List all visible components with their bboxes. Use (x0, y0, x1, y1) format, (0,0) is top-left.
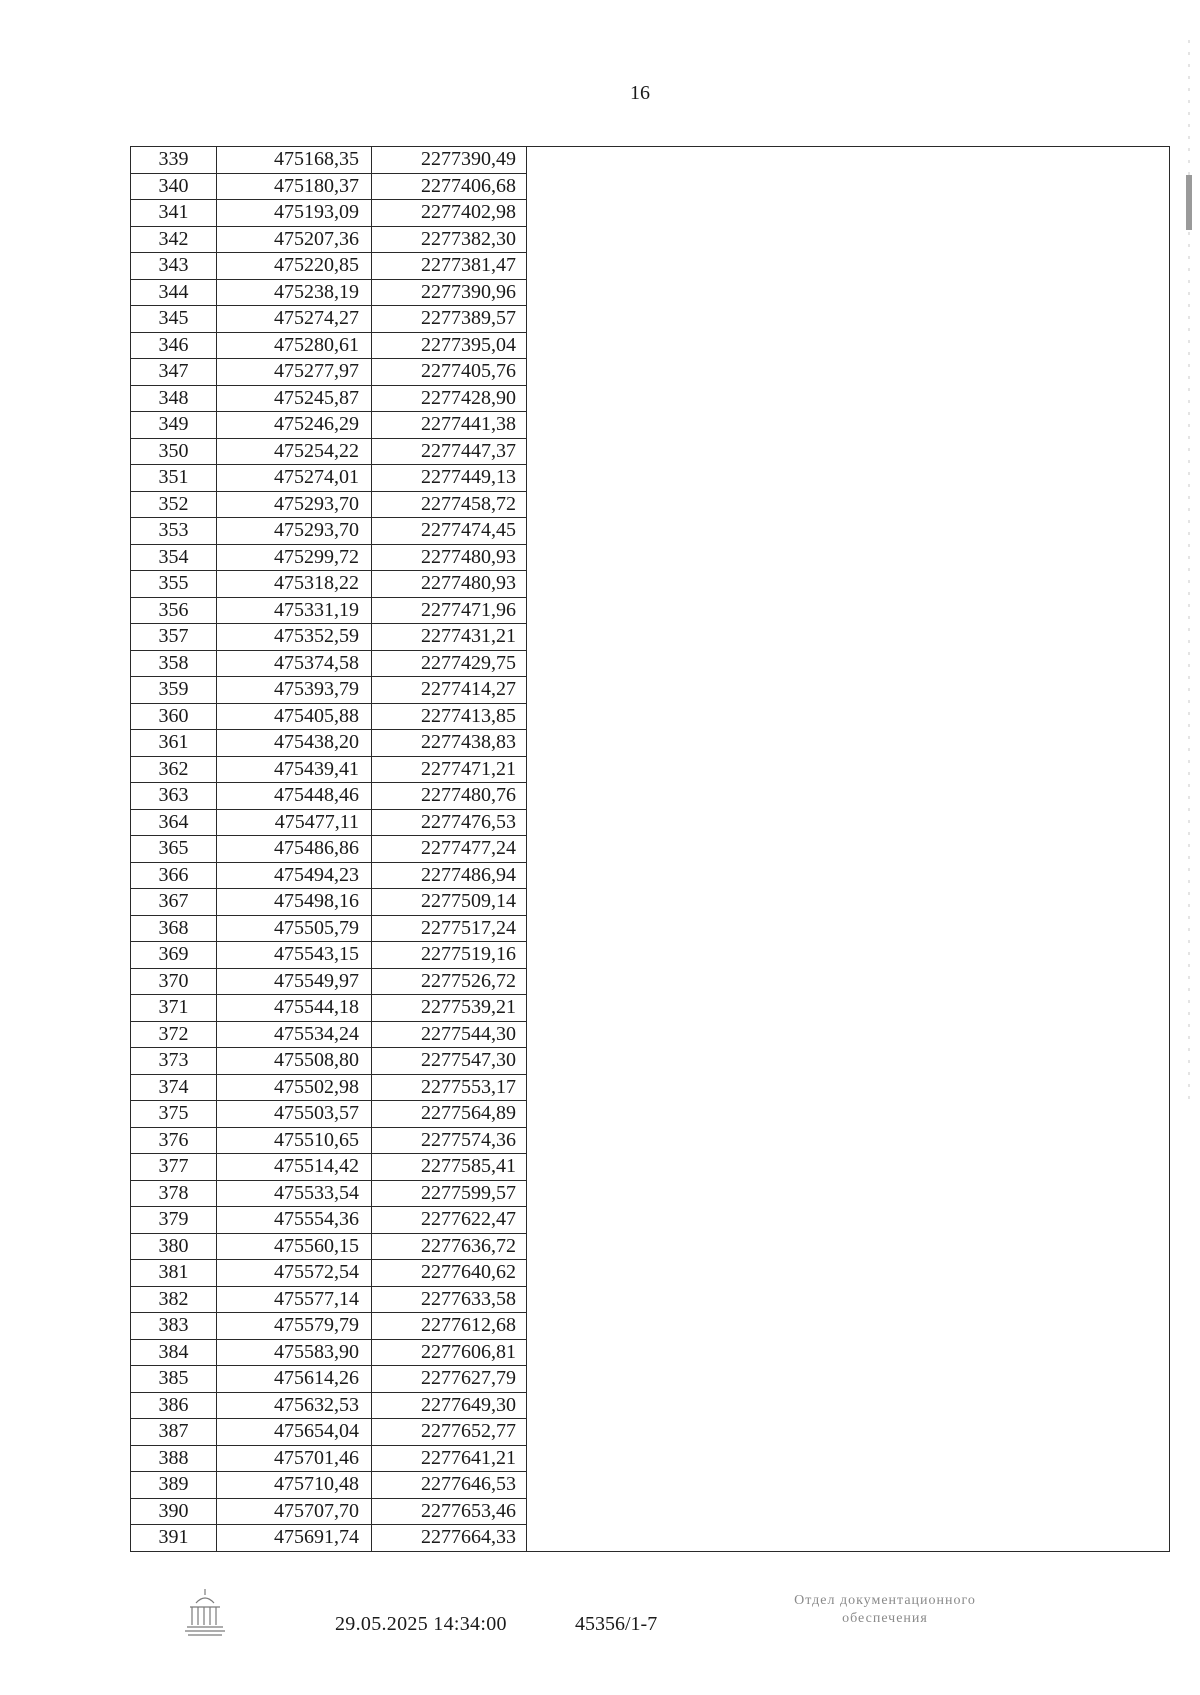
y-coordinate-cell: 2277382,30 (372, 226, 527, 253)
x-coordinate-cell: 475277,97 (217, 359, 372, 386)
y-coordinate-cell: 2277612,68 (372, 1313, 527, 1340)
footer-department-stamp (745, 1592, 1025, 1628)
y-coordinate-cell: 2277544,30 (372, 1021, 527, 1048)
y-coordinate-cell: 2277402,98 (372, 200, 527, 227)
point-number-cell: 367 (131, 889, 217, 916)
point-number-cell: 341 (131, 200, 217, 227)
point-number-cell: 359 (131, 677, 217, 704)
x-coordinate-cell: 475438,20 (217, 730, 372, 757)
table-row (131, 1021, 528, 1048)
point-number-cell: 368 (131, 915, 217, 942)
x-coordinate-cell: 475534,24 (217, 1021, 372, 1048)
point-number-cell: 363 (131, 783, 217, 810)
x-coordinate-cell: 475707,70 (217, 1498, 372, 1525)
y-coordinate-cell: 2277517,24 (372, 915, 527, 942)
y-coordinate-cell: 2277476,53 (372, 809, 527, 836)
y-coordinate-cell: 2277477,24 (372, 836, 527, 863)
y-coordinate-cell: 2277390,49 (372, 147, 527, 174)
scan-edge-marks (1186, 0, 1192, 1695)
y-coordinate-cell: 2277395,04 (372, 332, 527, 359)
y-coordinate-cell: 2277447,37 (372, 438, 527, 465)
y-coordinate-cell: 2277547,30 (372, 1048, 527, 1075)
y-coordinate-cell: 2277599,57 (372, 1180, 527, 1207)
x-coordinate-cell: 475549,97 (217, 968, 372, 995)
point-number-cell: 375 (131, 1101, 217, 1128)
table-row (131, 359, 528, 386)
x-coordinate-cell: 475331,19 (217, 597, 372, 624)
point-number-cell: 340 (131, 173, 217, 200)
stamp-line-1: Отдел документационного (794, 1593, 976, 1608)
point-number-cell: 362 (131, 756, 217, 783)
table-row (131, 1498, 528, 1525)
point-number-cell: 391 (131, 1525, 217, 1552)
point-number-cell: 344 (131, 279, 217, 306)
y-coordinate-cell: 2277649,30 (372, 1392, 527, 1419)
point-number-cell: 345 (131, 306, 217, 333)
y-coordinate-cell: 2277564,89 (372, 1101, 527, 1128)
table-row (131, 597, 528, 624)
page-number: 16 (630, 82, 650, 104)
table-row (131, 518, 528, 545)
x-coordinate-cell: 475274,27 (217, 306, 372, 333)
y-coordinate-cell: 2277509,14 (372, 889, 527, 916)
table-row (131, 1074, 528, 1101)
y-coordinate-cell: 2277431,21 (372, 624, 527, 651)
point-number-cell: 389 (131, 1472, 217, 1499)
table-row (131, 1286, 528, 1313)
point-number-cell: 361 (131, 730, 217, 757)
table-row (131, 1445, 528, 1472)
table-row (131, 279, 528, 306)
point-number-cell: 383 (131, 1313, 217, 1340)
x-coordinate-cell: 475246,29 (217, 412, 372, 439)
x-coordinate-cell: 475168,35 (217, 147, 372, 174)
table-row (131, 465, 528, 492)
x-coordinate-cell: 475238,19 (217, 279, 372, 306)
x-coordinate-cell: 475579,79 (217, 1313, 372, 1340)
x-coordinate-cell: 475220,85 (217, 253, 372, 280)
table-row (131, 1207, 528, 1234)
x-coordinate-cell: 475577,14 (217, 1286, 372, 1313)
stamp-line-2: обеспечения (842, 1611, 928, 1626)
table-row (131, 173, 528, 200)
table-row (131, 1366, 528, 1393)
point-number-cell: 379 (131, 1207, 217, 1234)
x-coordinate-cell: 475180,37 (217, 173, 372, 200)
x-coordinate-cell: 475393,79 (217, 677, 372, 704)
x-coordinate-cell: 475632,53 (217, 1392, 372, 1419)
point-number-cell: 387 (131, 1419, 217, 1446)
x-coordinate-cell: 475374,58 (217, 650, 372, 677)
x-coordinate-cell: 475543,15 (217, 942, 372, 969)
table-row (131, 253, 528, 280)
table-row (131, 1127, 528, 1154)
point-number-cell: 366 (131, 862, 217, 889)
x-coordinate-cell: 475505,79 (217, 915, 372, 942)
table-row (131, 836, 528, 863)
table-row (131, 730, 528, 757)
x-coordinate-cell: 475502,98 (217, 1074, 372, 1101)
y-coordinate-cell: 2277664,33 (372, 1525, 527, 1552)
y-coordinate-cell: 2277449,13 (372, 465, 527, 492)
table-row (131, 650, 528, 677)
y-coordinate-cell: 2277390,96 (372, 279, 527, 306)
point-number-cell: 365 (131, 836, 217, 863)
y-coordinate-cell: 2277553,17 (372, 1074, 527, 1101)
point-number-cell: 339 (131, 147, 217, 174)
x-coordinate-cell: 475245,87 (217, 385, 372, 412)
y-coordinate-cell: 2277474,45 (372, 518, 527, 545)
y-coordinate-cell: 2277526,72 (372, 968, 527, 995)
table-row (131, 147, 528, 174)
point-number-cell: 369 (131, 942, 217, 969)
x-coordinate-cell: 475614,26 (217, 1366, 372, 1393)
x-coordinate-cell: 475405,88 (217, 703, 372, 730)
point-number-cell: 348 (131, 385, 217, 412)
y-coordinate-cell: 2277486,94 (372, 862, 527, 889)
table-row (131, 942, 528, 969)
table-row (131, 544, 528, 571)
table-row (131, 226, 528, 253)
table-row (131, 915, 528, 942)
table-row (131, 1260, 528, 1287)
point-number-cell: 380 (131, 1233, 217, 1260)
x-coordinate-cell: 475293,70 (217, 518, 372, 545)
point-number-cell: 350 (131, 438, 217, 465)
point-number-cell: 373 (131, 1048, 217, 1075)
x-coordinate-cell: 475477,11 (217, 809, 372, 836)
y-coordinate-cell: 2277406,68 (372, 173, 527, 200)
y-coordinate-cell: 2277428,90 (372, 385, 527, 412)
footer-document-code: 45356/1-7 (575, 1613, 658, 1635)
table-row (131, 889, 528, 916)
y-coordinate-cell: 2277627,79 (372, 1366, 527, 1393)
point-number-cell: 372 (131, 1021, 217, 1048)
table-row (131, 783, 528, 810)
y-coordinate-cell: 2277458,72 (372, 491, 527, 518)
y-coordinate-cell: 2277413,85 (372, 703, 527, 730)
y-coordinate-cell: 2277480,93 (372, 544, 527, 571)
point-number-cell: 364 (131, 809, 217, 836)
x-coordinate-cell: 475544,18 (217, 995, 372, 1022)
table-row (131, 1419, 528, 1446)
table-row (131, 385, 528, 412)
point-number-cell: 347 (131, 359, 217, 386)
point-number-cell: 371 (131, 995, 217, 1022)
point-number-cell: 370 (131, 968, 217, 995)
x-coordinate-cell: 475533,54 (217, 1180, 372, 1207)
table-row (131, 703, 528, 730)
point-number-cell: 376 (131, 1127, 217, 1154)
table-row (131, 968, 528, 995)
point-number-cell: 386 (131, 1392, 217, 1419)
y-coordinate-cell: 2277480,93 (372, 571, 527, 598)
y-coordinate-cell: 2277429,75 (372, 650, 527, 677)
x-coordinate-cell: 475554,36 (217, 1207, 372, 1234)
y-coordinate-cell: 2277636,72 (372, 1233, 527, 1260)
y-coordinate-cell: 2277622,47 (372, 1207, 527, 1234)
x-coordinate-cell: 475274,01 (217, 465, 372, 492)
y-coordinate-cell: 2277640,62 (372, 1260, 527, 1287)
point-number-cell: 353 (131, 518, 217, 545)
x-coordinate-cell: 475514,42 (217, 1154, 372, 1181)
table-row (131, 1313, 528, 1340)
x-coordinate-cell: 475691,74 (217, 1525, 372, 1552)
table-row (131, 1339, 528, 1366)
point-number-cell: 384 (131, 1339, 217, 1366)
x-coordinate-cell: 475508,80 (217, 1048, 372, 1075)
point-number-cell: 378 (131, 1180, 217, 1207)
y-coordinate-cell: 2277574,36 (372, 1127, 527, 1154)
table-row (131, 1101, 528, 1128)
table-row (131, 809, 528, 836)
x-coordinate-cell: 475352,59 (217, 624, 372, 651)
table-row (131, 1180, 528, 1207)
table-row (131, 438, 528, 465)
point-number-cell: 374 (131, 1074, 217, 1101)
table-row (131, 995, 528, 1022)
point-number-cell: 390 (131, 1498, 217, 1525)
coordinates-table-body (131, 147, 528, 1552)
table-row (131, 412, 528, 439)
x-coordinate-cell: 475572,54 (217, 1260, 372, 1287)
table-row (131, 677, 528, 704)
table-row (131, 332, 528, 359)
x-coordinate-cell: 475710,48 (217, 1472, 372, 1499)
point-number-cell: 351 (131, 465, 217, 492)
y-coordinate-cell: 2277539,21 (372, 995, 527, 1022)
point-number-cell: 381 (131, 1260, 217, 1287)
x-coordinate-cell: 475503,57 (217, 1101, 372, 1128)
x-coordinate-cell: 475498,16 (217, 889, 372, 916)
table-row (131, 862, 528, 889)
table-row (131, 624, 528, 651)
point-number-cell: 388 (131, 1445, 217, 1472)
x-coordinate-cell: 475494,23 (217, 862, 372, 889)
table-row (131, 200, 528, 227)
point-number-cell: 349 (131, 412, 217, 439)
x-coordinate-cell: 475293,70 (217, 491, 372, 518)
x-coordinate-cell: 475254,22 (217, 438, 372, 465)
y-coordinate-cell: 2277381,47 (372, 253, 527, 280)
x-coordinate-cell: 475654,04 (217, 1419, 372, 1446)
x-coordinate-cell: 475448,46 (217, 783, 372, 810)
y-coordinate-cell: 2277405,76 (372, 359, 527, 386)
y-coordinate-cell: 2277438,83 (372, 730, 527, 757)
point-number-cell: 357 (131, 624, 217, 651)
y-coordinate-cell: 2277471,96 (372, 597, 527, 624)
y-coordinate-cell: 2277633,58 (372, 1286, 527, 1313)
table-row (131, 571, 528, 598)
y-coordinate-cell: 2277585,41 (372, 1154, 527, 1181)
x-coordinate-cell: 475486,86 (217, 836, 372, 863)
point-number-cell: 358 (131, 650, 217, 677)
x-coordinate-cell: 475280,61 (217, 332, 372, 359)
y-coordinate-cell: 2277414,27 (372, 677, 527, 704)
x-coordinate-cell: 475299,72 (217, 544, 372, 571)
x-coordinate-cell: 475207,36 (217, 226, 372, 253)
building-emblem-icon (182, 1585, 228, 1641)
point-number-cell: 385 (131, 1366, 217, 1393)
x-coordinate-cell: 475701,46 (217, 1445, 372, 1472)
y-coordinate-cell: 2277653,46 (372, 1498, 527, 1525)
point-number-cell: 382 (131, 1286, 217, 1313)
table-row (131, 491, 528, 518)
point-number-cell: 352 (131, 491, 217, 518)
empty-column (527, 147, 528, 1552)
x-coordinate-cell: 475583,90 (217, 1339, 372, 1366)
y-coordinate-cell: 2277441,38 (372, 412, 527, 439)
table-row (131, 756, 528, 783)
table-row (131, 1525, 528, 1552)
y-coordinate-cell: 2277606,81 (372, 1339, 527, 1366)
point-number-cell: 360 (131, 703, 217, 730)
point-number-cell: 354 (131, 544, 217, 571)
table-row (131, 1154, 528, 1181)
y-coordinate-cell: 2277389,57 (372, 306, 527, 333)
x-coordinate-cell: 475193,09 (217, 200, 372, 227)
point-number-cell: 355 (131, 571, 217, 598)
table-row (131, 1233, 528, 1260)
table-row (131, 1392, 528, 1419)
point-number-cell: 343 (131, 253, 217, 280)
table-row (131, 1472, 528, 1499)
y-coordinate-cell: 2277646,53 (372, 1472, 527, 1499)
table-row (131, 1048, 528, 1075)
point-number-cell: 346 (131, 332, 217, 359)
y-coordinate-cell: 2277652,77 (372, 1419, 527, 1446)
y-coordinate-cell: 2277519,16 (372, 942, 527, 969)
x-coordinate-cell: 475510,65 (217, 1127, 372, 1154)
point-number-cell: 356 (131, 597, 217, 624)
x-coordinate-cell: 475439,41 (217, 756, 372, 783)
y-coordinate-cell: 2277471,21 (372, 756, 527, 783)
footer-date: 29.05.2025 14:34:00 (335, 1613, 507, 1635)
y-coordinate-cell: 2277641,21 (372, 1445, 527, 1472)
y-coordinate-cell: 2277480,76 (372, 783, 527, 810)
point-number-cell: 377 (131, 1154, 217, 1181)
point-number-cell: 342 (131, 226, 217, 253)
x-coordinate-cell: 475560,15 (217, 1233, 372, 1260)
table-row (131, 306, 528, 333)
coordinates-table (130, 146, 527, 1552)
x-coordinate-cell: 475318,22 (217, 571, 372, 598)
